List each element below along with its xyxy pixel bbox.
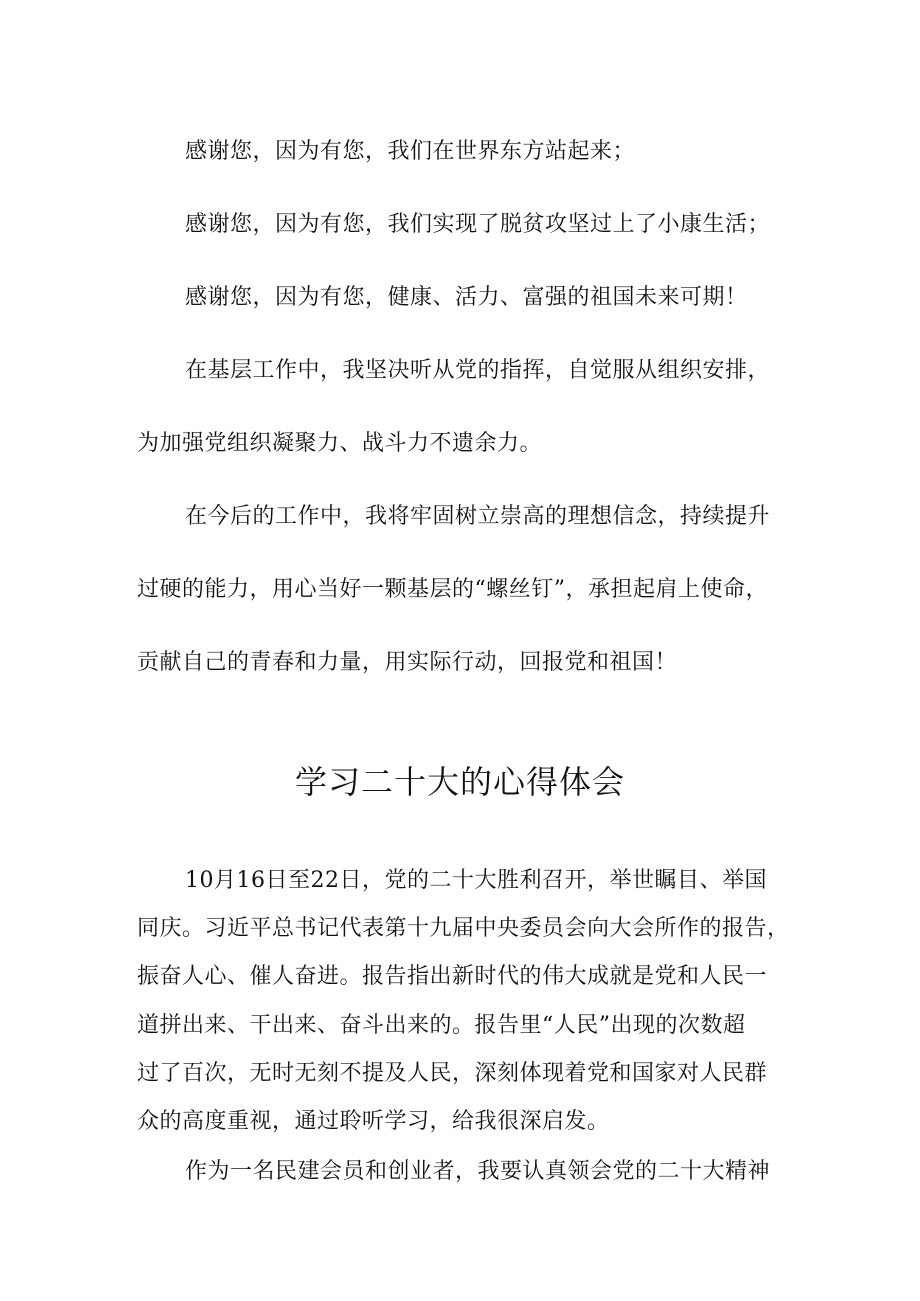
thanks-line-2: 感谢您，因为有您，我们实现了脱贫攻坚过上了小康生活；: [185, 212, 771, 237]
article-line-4: 道拼出来、干出来、奋斗出来的。报告里“人民”出现的次数超: [137, 1013, 746, 1038]
article-line-3: 振奋人心、催人奋进。报告指出新时代的伟大成就是党和人民一: [137, 964, 768, 989]
paragraph-1-line-2: 为加强党组织凝聚力、战斗力不遗余力。: [137, 431, 543, 456]
article-line-7: 作为一名民建会员和创业者，我要认真领会党的二十大精神: [185, 1159, 771, 1184]
thanks-line-3: 感谢您，因为有您，健康、活力、富强的祖国未来可期！: [185, 285, 748, 310]
thanks-line-1: 感谢您，因为有您，我们在世界东方站起来；: [185, 139, 636, 164]
article-line-2: 同庆。习近平总书记代表第十九届中央委员会向大会所作的报告，: [137, 916, 790, 941]
paragraph-1-line-1: 在基层工作中，我坚决听从党的指挥，自觉服从组织安排，: [185, 358, 771, 383]
paragraph-2-line-1: 在今后的工作中，我将牢固树立崇高的理想信念，持续提升: [185, 504, 771, 529]
paragraph-2-line-3: 贡献自己的青春和力量，用实际行动，回报党和祖国！: [137, 650, 678, 675]
paragraph-2-line-2: 过硬的能力，用心当好一颗基层的“螺丝钉”，承担起肩上使命，: [137, 577, 768, 602]
article-line-6: 众的高度重视，通过聆听学习，给我很深启发。: [137, 1109, 610, 1134]
article-title: 学习二十大的心得体会: [294, 763, 625, 801]
article-line-1: 10月16日至22日，党的二十大胜利召开，举世瞩目、举国: [185, 868, 767, 893]
article-line-5: 过了百次，无时无刻不提及人民，深刻体现着党和国家对人民群: [137, 1061, 768, 1086]
